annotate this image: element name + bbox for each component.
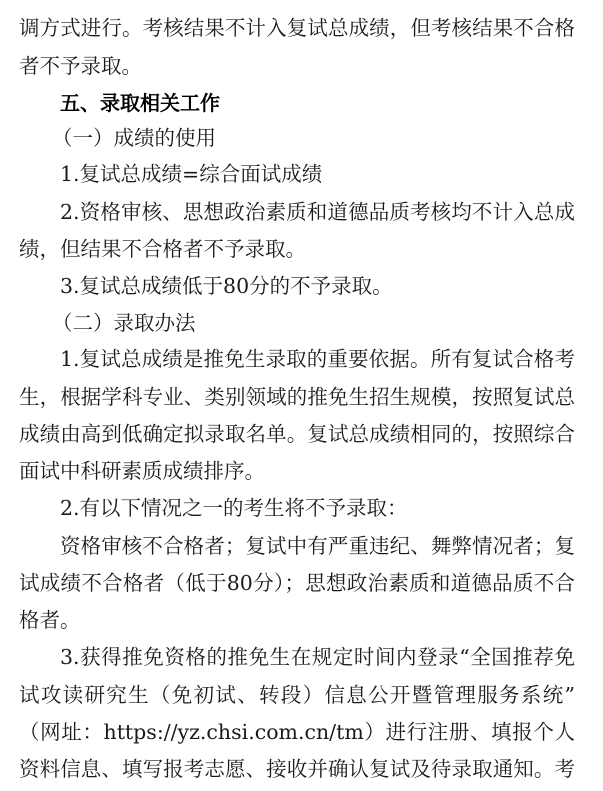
paragraph-line: 试攻读研究生（免初试、转段）信息公开暨管理服务系统”	[19, 683, 575, 707]
list-item: 1.复试总成绩是推免生录取的重要依据。所有复试合格考	[60, 347, 575, 371]
paragraph-line: 调方式进行。考核结果不计入复试总成绩，但考核结果不合格	[19, 16, 575, 40]
paragraph-line: 绩，但结果不合格者不予录取。	[19, 237, 306, 261]
list-item: 1.复试总成绩=综合面试成绩	[60, 162, 323, 186]
url-line: （网址：https://yz.chsi.com.cn/tm）进行注册、填报个人	[19, 720, 575, 744]
paragraph-line: 试成绩不合格者（低于80分）；思想政治素质和道德品质不合	[19, 571, 575, 595]
section-heading: 五、录取相关工作	[60, 91, 220, 115]
list-item: 2.资格审核、思想政治素质和道德品质考核均不计入总成	[60, 200, 575, 224]
paragraph-line: 资料信息、填写报考志愿、接收并确认复试及待录取通知。考	[19, 757, 575, 781]
subsection-heading: （二）录取办法	[52, 311, 196, 335]
list-item: 3.复试总成绩低于80分的不予录取。	[60, 274, 393, 298]
paragraph-line: 格者。	[19, 608, 81, 632]
list-item: 2.有以下情况之一的考生将不予录取：	[60, 496, 408, 520]
list-item: 3.获得推免资格的推免生在规定时间内登录“全国推荐免	[60, 645, 575, 669]
paragraph-line: 生，根据学科专业、类别领域的推免生招生规模，按照复试总	[19, 385, 575, 409]
paragraph-line: 面试中科研素质成绩排序。	[19, 459, 265, 483]
paragraph-line: 资格审核不合格者；复试中有严重违纪、舞弊情况者；复	[60, 534, 575, 558]
paragraph-line: 成绩由高到低确定拟录取名单。复试总成绩相同的，按照综合	[19, 422, 575, 446]
subsection-heading: （一）成绩的使用	[52, 126, 216, 150]
paragraph-line: 者不予录取。	[19, 54, 142, 78]
